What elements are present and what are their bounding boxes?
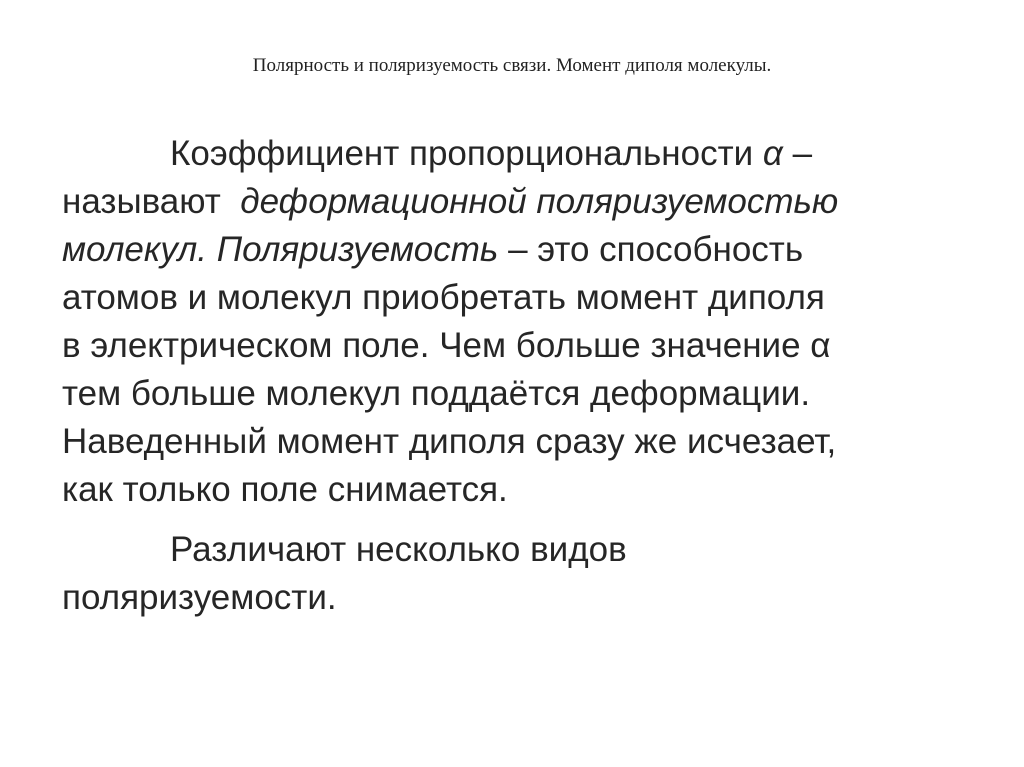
text-line: в электрическом поле. Чем больше значение α: [62, 326, 831, 365]
term-italic: деформационной поляризуемостью: [240, 182, 839, 221]
text-line: атомов и молекул приобретать момент диполя: [62, 278, 825, 317]
text-run: – это способность: [498, 230, 804, 269]
text-line: тем больше молекул поддаётся деформации.: [62, 374, 811, 413]
paragraph-definition: [62, 130, 962, 514]
text-run: называют: [62, 182, 241, 221]
term-italic: молекул. Поляризуемость: [62, 230, 499, 269]
text-line: Наведенный момент диполя сразу же исчезает,: [62, 422, 837, 461]
text-line: [62, 178, 962, 226]
text-run: Коэффициент пропорциональности: [170, 134, 763, 173]
text-line: [62, 526, 962, 574]
alpha-symbol: α: [762, 134, 783, 173]
paragraph-types: [62, 526, 962, 622]
text-run: –: [782, 134, 813, 173]
slide-body: [62, 130, 962, 622]
text-line: как только поле снимается.: [62, 470, 508, 509]
text-line: [62, 130, 962, 178]
text-line: [62, 226, 962, 274]
text-line: поляризуемости.: [62, 578, 337, 617]
text-run: Различают несколько видов: [170, 530, 627, 569]
slide-title: Полярность и поляризуемость связи. Момент диполя молекулы.: [252, 55, 772, 76]
